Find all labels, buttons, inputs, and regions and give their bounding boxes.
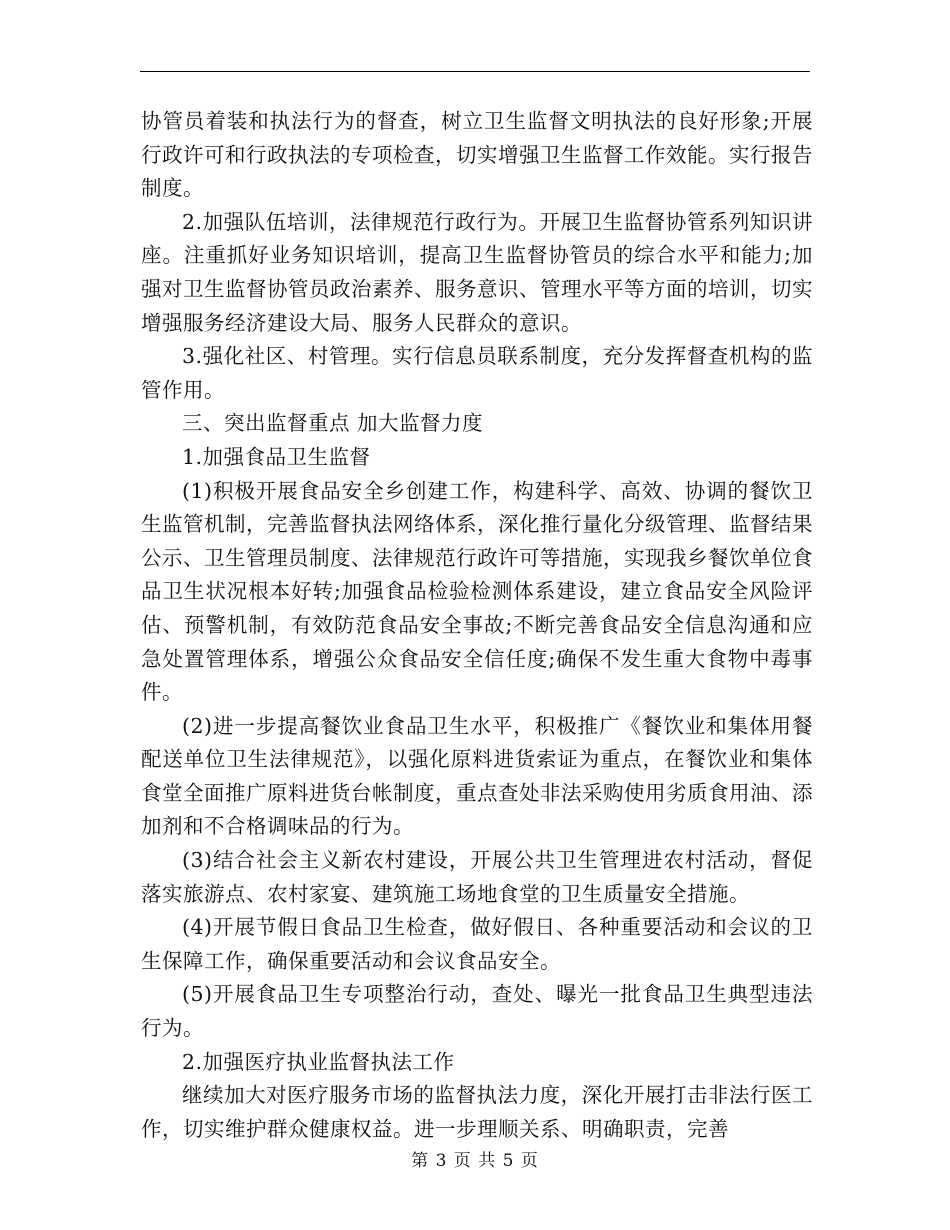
paragraph: 2.加强队伍培训，法律规范行政行为。开展卫生监督协管系列知识讲座。注重抓好业务知识培训，提高卫生监督协管员的综合水平和能力;加强对卫生监督协管员政治素养、服务意识、管理水平等方面的培训，切实增强服务经济建设大局、服务人民群众的意识。 [141,209,813,335]
subsection-heading: 2.加强医疗执业监督执法工作 [182,1049,455,1074]
subsection-heading: 1.加强食品卫生监督 [182,444,371,469]
section-heading: 三、突出监督重点 加大监督力度 [182,411,484,436]
document-body [141,105,813,1146]
header-rule [140,71,810,72]
paragraph: (2)进一步提高餐饮业食品卫生水平，积极推广《餐饮业和集体用餐配送单位卫生法律规范》，以强化原料进货索证为重点，在餐饮业和集体食堂全面推广原料进货台帐制度，重点查处非法采购使用劣质食用油、添加剂和不合格调味品的行为。 [141,713,813,839]
paragraph: (1)积极开展食品安全乡创建工作，构建科学、高效、协调的餐饮卫生监管机制，完善监督执法网络体系，深化推行量化分级管理、监督结果公示、卫生管理员制度、法律规范行政许可等措施，实现我乡餐饮单位食品卫生状况根本好转;加强食品检验检测体系建设，建立食品安全风险评估、预警机制，有效防范食品安全事故;不断完善食品安全信息沟通和应急处置管理体系，增强公众食品安全信任度;确保不发生重大食物中毒事件。 [141,478,813,705]
paragraph: 继续加大对医疗服务市场的监督执法力度，深化开展打击非法行医工作，切实维护群众健康权益。进一步理顺关系、明确职责，完善 [141,1083,813,1141]
page-number: 第 3 页 共 5 页 [411,1151,539,1171]
paragraph: 3.强化社区、村管理。实行信息员联系制度，充分发挥督查机构的监管作用。 [141,344,813,402]
paragraph: (3)结合社会主义新农村建设，开展公共卫生管理进农村活动，督促落实旅游点、农村家宴、建筑施工场地食堂的卫生质量安全措施。 [141,848,813,906]
page-footer [0,1146,950,1171]
paragraph: (5)开展食品卫生专项整治行动，查处、曝光一批食品卫生典型违法行为。 [141,982,813,1041]
paragraph: (4)开展节假日食品卫生检查，做好假日、各种重要活动和会议的卫生保障工作，确保重要活动和会议食品安全。 [141,915,813,973]
paragraph: 协管员着装和执法行为的督查，树立卫生监督文明执法的良好形象;开展行政许可和行政执法的专项检查，切实增强卫生监督工作效能。实行报告制度。 [141,109,813,201]
